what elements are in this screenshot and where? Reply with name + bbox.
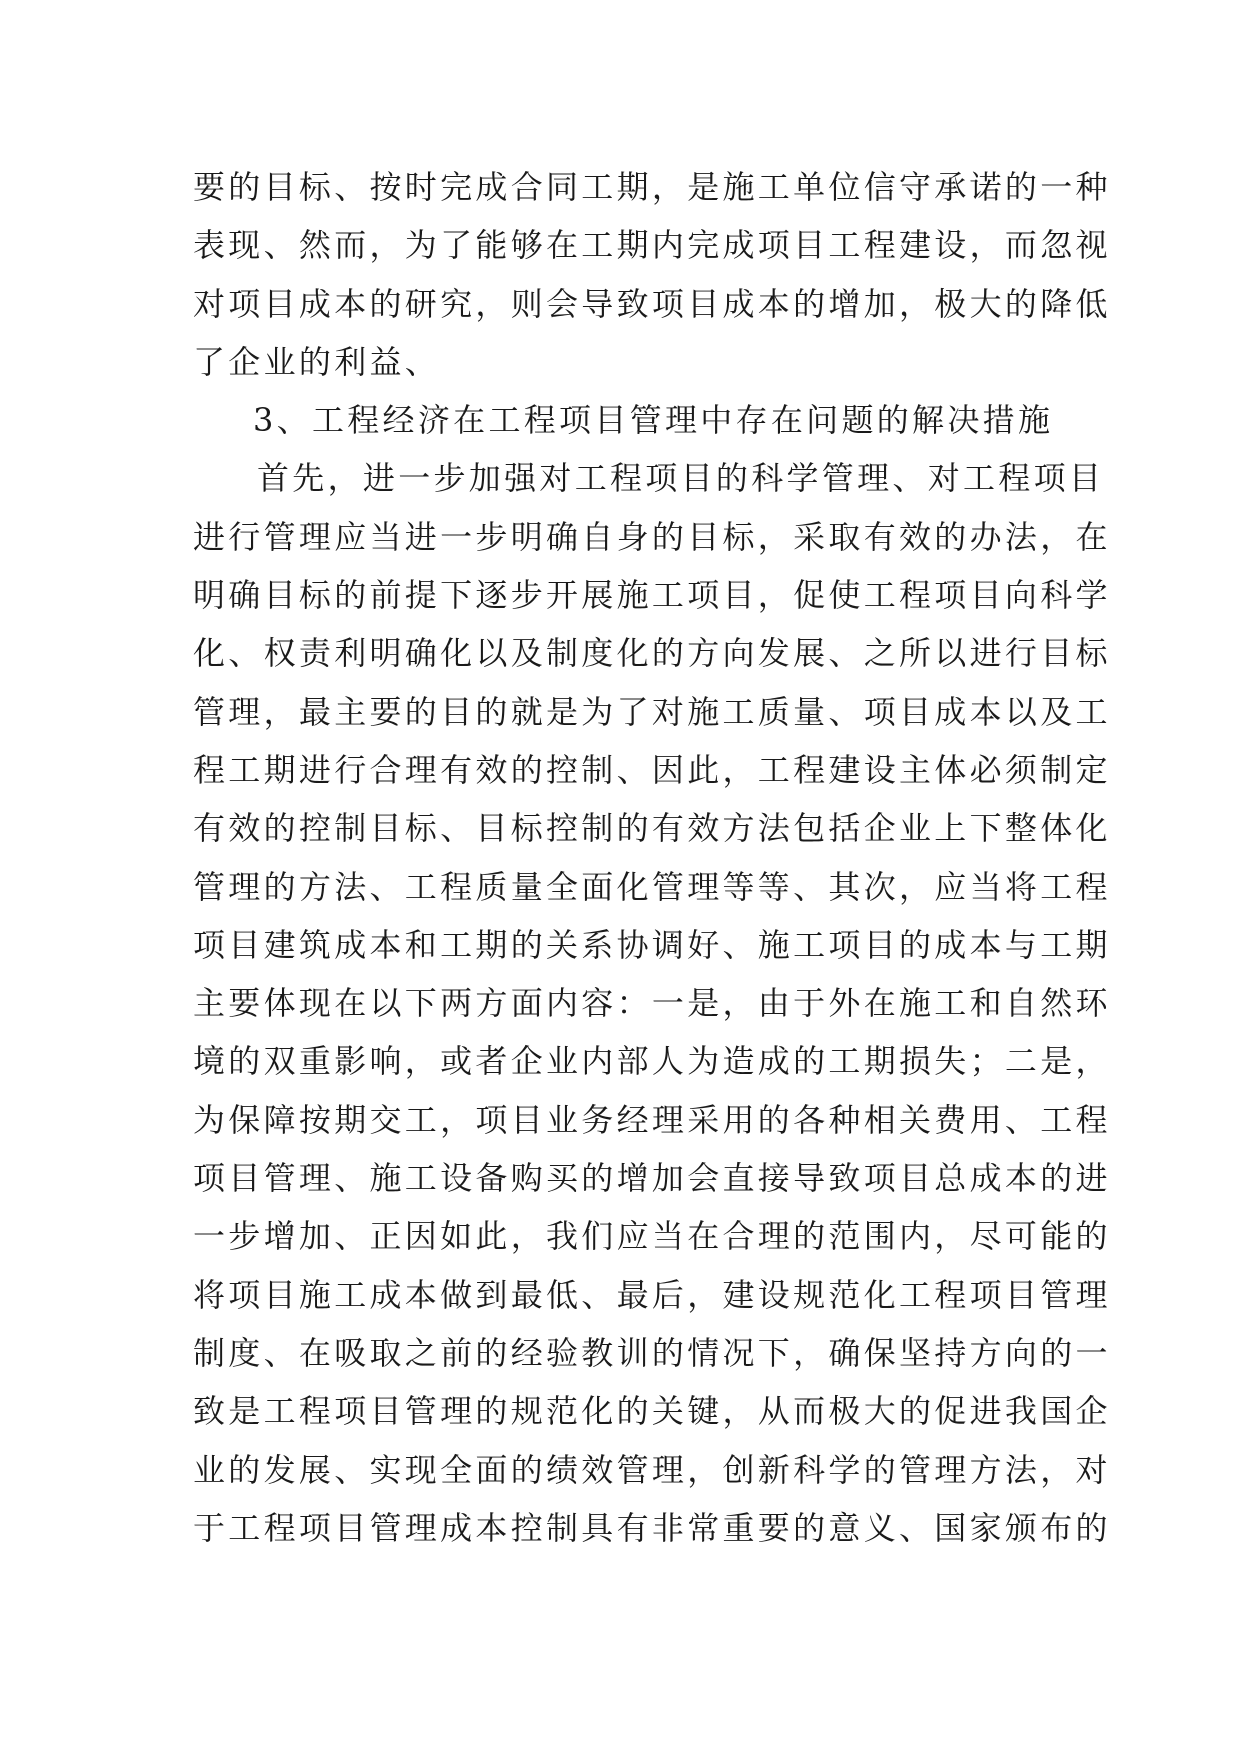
text-line: 程工期进行合理有效的控制、因此，工程建设主体必须制定 bbox=[193, 750, 1111, 789]
text-line: 了企业的利益、 bbox=[193, 342, 441, 381]
paragraph-first-line: 首先，进一步加强对工程项目的科学管理、对工程项目 bbox=[257, 459, 1105, 498]
text-line: 项目管理、施工设备购买的增加会直接导致项目总成本的进 bbox=[193, 1159, 1111, 1198]
text-line: 境的双重影响，或者企业内部人为造成的工期损失；二是， bbox=[193, 1042, 1111, 1081]
text-line: 为保障按期交工，项目业务经理采用的各种相关费用、工程 bbox=[193, 1100, 1111, 1139]
text-line: 一步增加、正因如此，我们应当在合理的范围内，尽可能的 bbox=[193, 1217, 1111, 1256]
text-line: 对项目成本的研究，则会导致项目成本的增加，极大的降低 bbox=[193, 284, 1111, 323]
text-line: 主要体现在以下两方面内容：一是，由于外在施工和自然环 bbox=[193, 984, 1111, 1023]
text-line: 于工程项目管理成本控制具有非常重要的意义、国家颁布的 bbox=[193, 1508, 1111, 1547]
text-line: 项目建筑成本和工期的关系协调好、施工项目的成本与工期 bbox=[193, 925, 1111, 964]
section-heading: 3、工程经济在工程项目管理中存在问题的解决措施 bbox=[253, 401, 1054, 440]
text-line: 有效的控制目标、目标控制的有效方法包括企业上下整体化 bbox=[193, 809, 1111, 848]
text-line: 业的发展、实现全面的绩效管理，创新科学的管理方法，对 bbox=[193, 1450, 1111, 1489]
text-line: 进行管理应当进一步明确自身的目标，采取有效的办法，在 bbox=[193, 517, 1111, 556]
text-line: 明确目标的前提下逐步开展施工项目，促使工程项目向科学 bbox=[193, 576, 1111, 615]
text-line: 表现、然而，为了能够在工期内完成项目工程建设，而忽视 bbox=[193, 226, 1111, 265]
text-line: 管理的方法、工程质量全面化管理等等、其次，应当将工程 bbox=[193, 867, 1111, 906]
text-line: 管理，最主要的目的就是为了对施工质量、项目成本以及工 bbox=[193, 692, 1111, 731]
body-text bbox=[193, 158, 1111, 1557]
text-line: 要的目标、按时完成合同工期，是施工单位信守承诺的一种 bbox=[193, 168, 1111, 206]
text-line: 将项目施工成本做到最低、最后，建设规范化工程项目管理 bbox=[193, 1275, 1111, 1314]
text-line: 制度、在吸取之前的经验教训的情况下，确保坚持方向的一 bbox=[193, 1333, 1111, 1372]
text-line: 化、权责利明确化以及制度化的方向发展、之所以进行目标 bbox=[193, 634, 1111, 673]
text-line: 致是工程项目管理的规范化的关键，从而极大的促进我国企 bbox=[193, 1392, 1111, 1431]
